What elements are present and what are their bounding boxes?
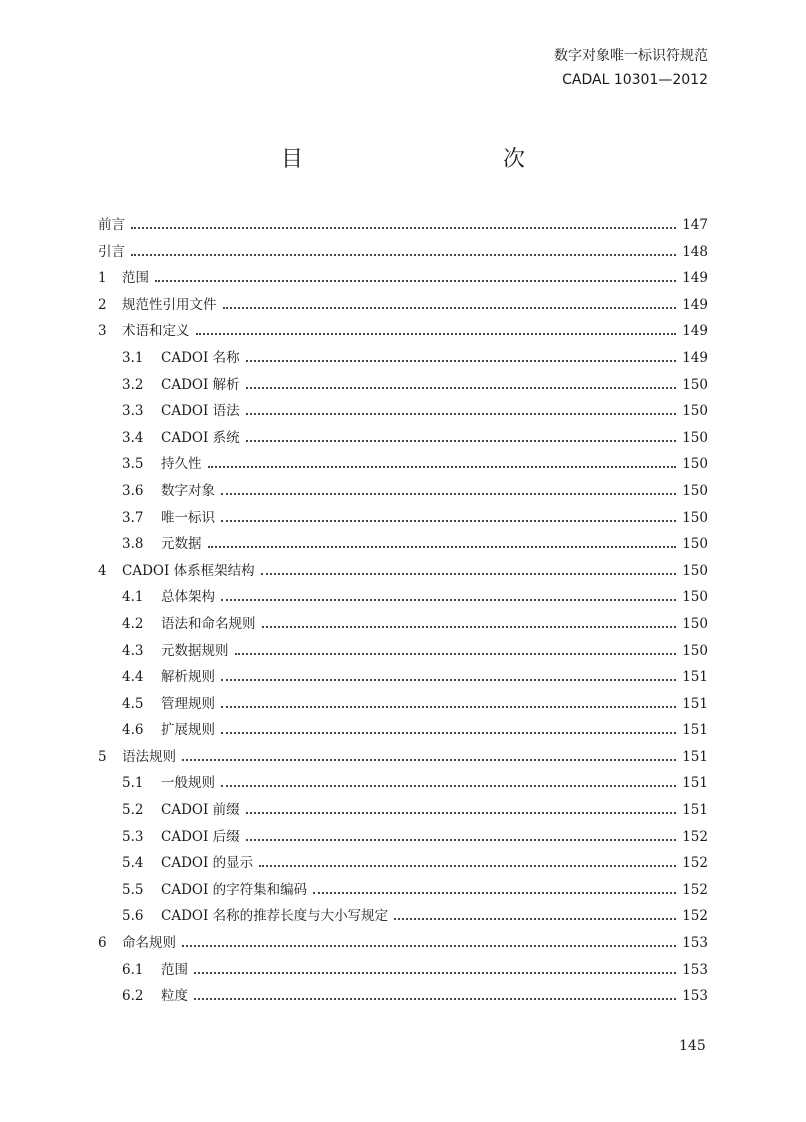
toc-dot-leader (208, 545, 677, 548)
toc-entry-page: 151 (682, 669, 708, 686)
toc-entry-title: 引言 (98, 243, 125, 260)
toc-entry[interactable] (98, 903, 708, 930)
toc-entry-title: 数字对象 (161, 482, 215, 499)
toc-dot-leader (259, 864, 676, 867)
toc-entry-page: 150 (682, 536, 708, 553)
toc-entry-number: 6.2 (122, 988, 144, 1005)
toc-entry[interactable] (98, 372, 708, 399)
toc-entry-title: CADOI 的显示 (161, 855, 254, 872)
toc-dot-leader (394, 917, 676, 920)
toc-entry[interactable] (98, 318, 708, 345)
toc-dot-leader (246, 386, 676, 389)
toc-entry[interactable] (98, 770, 708, 797)
page-number: 145 (679, 1038, 706, 1054)
toc-entry-page: 153 (682, 935, 708, 952)
toc-dot-leader (262, 625, 677, 628)
toc-entry-title: CADOI 系统 (161, 429, 240, 446)
toc-dot-leader (194, 997, 676, 1000)
toc-entry-number: 4.6 (122, 722, 144, 739)
toc-entry[interactable] (98, 983, 708, 1010)
toc-entry-page: 152 (682, 855, 708, 872)
toc-dot-leader (221, 731, 676, 734)
toc-entry[interactable] (98, 664, 708, 691)
toc-entry[interactable] (98, 850, 708, 877)
toc-entry[interactable] (98, 558, 708, 585)
toc-entry-page: 150 (682, 456, 708, 473)
toc-dot-leader (196, 332, 677, 335)
toc-entry-number: 3 (98, 323, 107, 340)
toc-entry-page: 151 (682, 775, 708, 792)
toc-entry-page: 150 (682, 482, 708, 499)
toc-entry-number: 3.8 (122, 536, 144, 553)
toc-entry-page: 152 (682, 881, 708, 898)
toc-entry[interactable] (98, 531, 708, 558)
toc-entry-page: 150 (682, 376, 708, 393)
toc-entry[interactable] (98, 930, 708, 957)
toc-dot-leader (131, 253, 676, 256)
toc-entry-title: CADOI 前缀 (161, 802, 240, 819)
toc-entry-page: 153 (682, 961, 708, 978)
toc-entry-title: 总体架构 (161, 589, 215, 606)
toc-entry-title: CADOI 语法 (161, 403, 240, 420)
toc-entry-number: 6 (98, 935, 107, 952)
toc-entry-number: 3.1 (122, 349, 144, 366)
toc-entry[interactable] (98, 425, 708, 452)
table-of-contents (98, 212, 708, 1010)
toc-dot-leader (246, 811, 676, 814)
toc-entry-title: CADOI 的字符集和编码 (161, 881, 308, 898)
toc-entry-number: 5 (98, 748, 107, 765)
toc-entry[interactable] (98, 451, 708, 478)
toc-entry-number: 3.7 (122, 509, 144, 526)
toc-dot-leader (223, 306, 677, 309)
toc-entry-page: 150 (682, 403, 708, 420)
toc-entry-page: 150 (682, 562, 708, 579)
toc-entry-page: 149 (682, 349, 708, 366)
toc-entry-title: 元数据规则 (161, 642, 229, 659)
page-title: 目 次 (280, 147, 577, 172)
running-header (554, 44, 708, 92)
toc-entry[interactable] (98, 345, 708, 372)
toc-dot-leader (235, 652, 677, 655)
toc-entry[interactable] (98, 584, 708, 611)
toc-entry-title: CADOI 体系框架结构 (122, 562, 255, 579)
toc-entry-page: 150 (682, 642, 708, 659)
toc-dot-leader (221, 492, 676, 495)
toc-entry[interactable] (98, 877, 708, 904)
toc-entry-number: 5.1 (122, 775, 144, 792)
toc-entry-page: 151 (682, 748, 708, 765)
toc-entry-number: 6.1 (122, 961, 144, 978)
toc-entry-title: 范围 (122, 270, 149, 287)
toc-entry-page: 149 (682, 296, 708, 313)
toc-entry-number: 3.5 (122, 456, 144, 473)
toc-entry[interactable] (98, 611, 708, 638)
toc-entry-page: 149 (682, 323, 708, 340)
toc-dot-leader (221, 705, 676, 708)
toc-entry-page: 150 (682, 615, 708, 632)
toc-entry-title: 解析规则 (161, 669, 215, 686)
toc-entry[interactable] (98, 505, 708, 532)
toc-entry-page: 150 (682, 429, 708, 446)
toc-entry-number: 4.5 (122, 695, 144, 712)
toc-entry-number: 4.3 (122, 642, 144, 659)
toc-entry-page: 147 (682, 217, 708, 233)
toc-entry-title: 前言 (98, 217, 125, 233)
toc-dot-leader (261, 572, 676, 575)
toc-entry-page: 151 (682, 722, 708, 739)
toc-entry-title: 语法和命名规则 (161, 615, 256, 632)
toc-entry-title: CADOI 解析 (161, 376, 240, 393)
toc-entry-title: 扩展规则 (161, 722, 215, 739)
toc-entry-title: CADOI 名称的推荐长度与大小写规定 (161, 908, 389, 925)
toc-entry-number: 5.6 (122, 908, 144, 925)
toc-dot-leader (131, 226, 676, 229)
toc-entry[interactable] (98, 797, 708, 824)
toc-entry-title: 一般规则 (161, 775, 215, 792)
toc-dot-leader (208, 465, 677, 468)
toc-entry[interactable] (98, 398, 708, 425)
toc-entry-page: 151 (682, 802, 708, 819)
toc-entry-number: 4 (98, 562, 107, 579)
toc-entry[interactable] (98, 691, 708, 718)
toc-entry-number: 5.3 (122, 828, 144, 845)
toc-entry-number: 4.1 (122, 589, 144, 606)
toc-dot-leader (221, 598, 676, 601)
toc-entry-page: 150 (682, 589, 708, 606)
toc-dot-leader (182, 758, 676, 761)
toc-entry-number: 5.2 (122, 802, 144, 819)
toc-entry-number: 3.2 (122, 376, 144, 393)
toc-entry-title: 粒度 (161, 988, 188, 1005)
toc-entry-title: 范围 (161, 961, 188, 978)
toc-dot-leader (194, 971, 676, 974)
toc-entry[interactable] (98, 957, 708, 984)
toc-entry[interactable] (98, 824, 708, 851)
toc-dot-leader (221, 519, 676, 522)
toc-entry-page: 148 (682, 243, 708, 260)
toc-dot-leader (221, 678, 676, 681)
toc-entry-title: CADOI 名称 (161, 349, 240, 366)
toc-entry-number: 1 (98, 270, 107, 287)
toc-dot-leader (182, 944, 676, 947)
toc-entry-title: 元数据 (161, 536, 202, 553)
toc-dot-leader (155, 279, 676, 282)
toc-entry-title: 规范性引用文件 (122, 296, 217, 313)
toc-dot-leader (246, 412, 676, 415)
toc-entry[interactable] (98, 744, 708, 771)
toc-dot-leader (246, 439, 676, 442)
toc-entry-number: 2 (98, 296, 107, 313)
document-code: CADAL 10301—2012 (562, 72, 708, 88)
toc-entry-number: 4.4 (122, 669, 144, 686)
toc-entry-number: 3.3 (122, 403, 144, 420)
toc-entry[interactable] (98, 478, 708, 505)
document-title: 数字对象唯一标识符规范 (554, 48, 708, 64)
toc-entry-title: 持久性 (161, 456, 202, 473)
toc-entry[interactable] (98, 265, 708, 292)
toc-entry-page: 152 (682, 828, 708, 845)
toc-entry[interactable] (98, 239, 708, 266)
toc-entry[interactable] (98, 638, 708, 665)
toc-entry-title: 唯一标识 (161, 509, 215, 526)
toc-entry-page: 151 (682, 695, 708, 712)
toc-dot-leader (313, 891, 676, 894)
toc-entry-page: 150 (682, 509, 708, 526)
toc-entry[interactable] (98, 717, 708, 744)
toc-entry-page: 153 (682, 988, 708, 1005)
toc-entry[interactable] (98, 212, 708, 239)
toc-entry-number: 3.4 (122, 429, 144, 446)
toc-entry-title: 术语和定义 (122, 323, 190, 340)
toc-entry-title: 管理规则 (161, 695, 215, 712)
toc-entry-title: 语法规则 (122, 748, 176, 765)
toc-entry-number: 4.2 (122, 615, 144, 632)
toc-dot-leader (246, 838, 676, 841)
toc-entry-number: 3.6 (122, 482, 144, 499)
toc-dot-leader (246, 359, 676, 362)
toc-entry[interactable] (98, 292, 708, 319)
toc-entry-title: 命名规则 (122, 935, 176, 952)
toc-entry-page: 149 (682, 270, 708, 287)
toc-dot-leader (221, 784, 676, 787)
toc-entry-number: 5.5 (122, 881, 144, 898)
toc-entry-title: CADOI 后缀 (161, 828, 240, 845)
toc-entry-page: 152 (682, 908, 708, 925)
toc-entry-number: 5.4 (122, 855, 144, 872)
